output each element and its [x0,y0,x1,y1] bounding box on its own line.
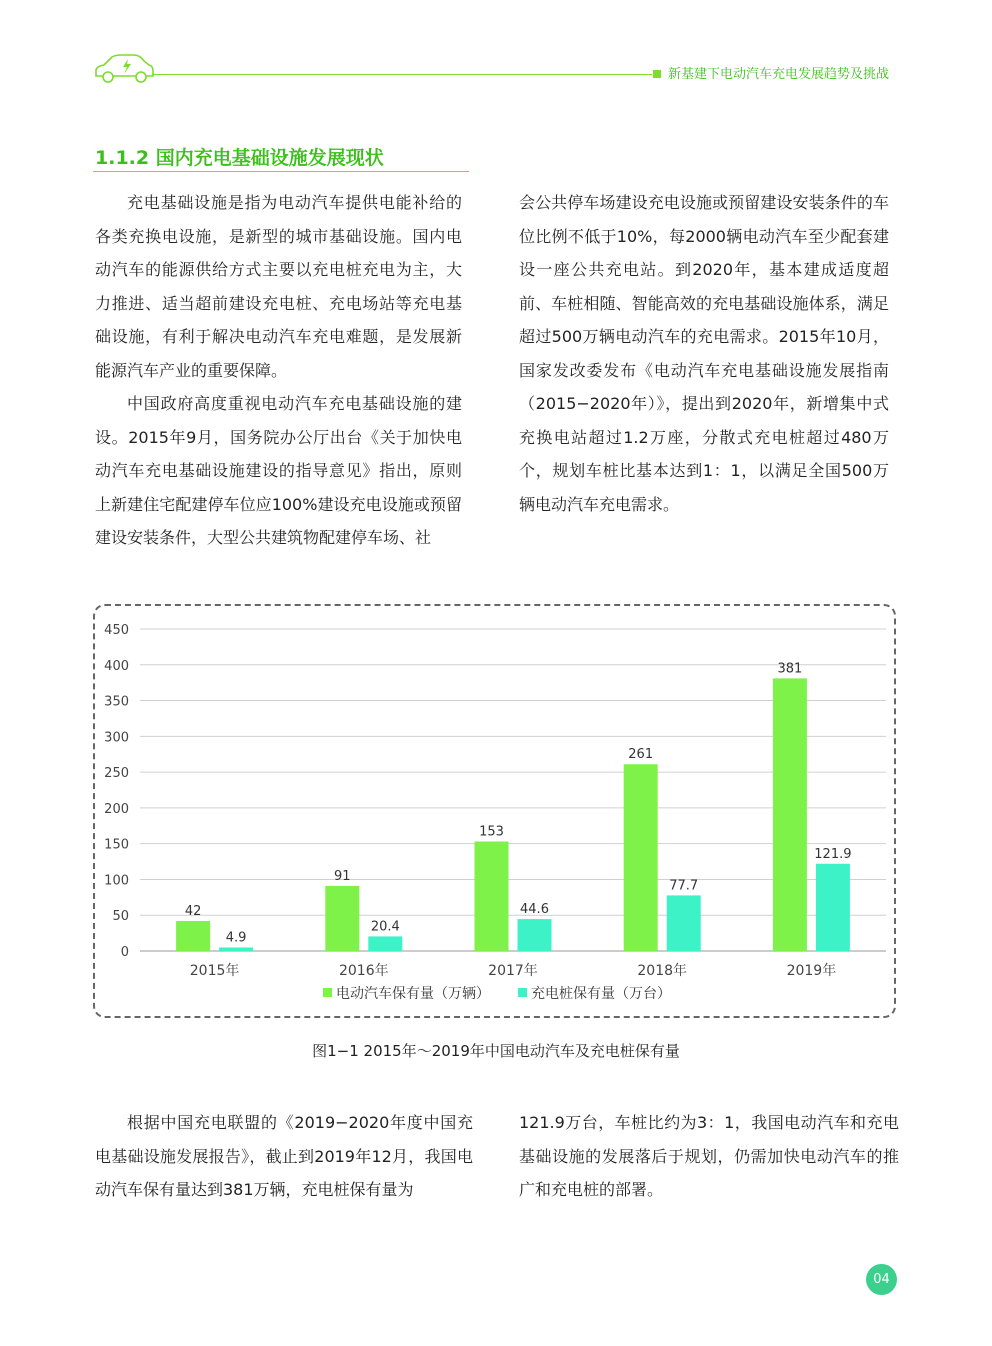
x-tick-label: 2017年 [488,963,538,979]
body-left-column-bottom [95,1106,473,1207]
y-tick-label: 350 [104,694,129,710]
bar [325,886,359,951]
car-charging-icon [92,52,156,86]
y-tick-label: 100 [104,873,129,889]
header-rule [152,74,652,75]
legend-entry: 电动汽车保有量（万辆） [336,986,490,1002]
data-label: 91 [334,868,351,884]
x-tick-label: 2018年 [637,963,688,979]
paragraph: 中国政府高度重视电动汽车充电基础设施的建设。2015年9月，国务院办公厅出台《关于加快电动汽车充电基础设施建设的指导意见》指出，原则上新建住宅配建停车位应100%建设充电设施或预留建设安装条件，大型公共建筑物配建停车场、社 [95,394,462,547]
header-marker [653,70,661,78]
y-tick-label: 400 [104,658,129,674]
bar [368,936,402,951]
paragraph: 121.9万台，车桩比约为3：1，我国电动汽车和充电基础设施的发展落后于规划，仍需加快电动汽车的推广和充电桩的部署。 [519,1113,899,1199]
data-label: 261 [628,747,654,763]
bar [219,947,253,951]
x-tick-label: 2016年 [338,963,389,979]
y-tick-label: 250 [104,766,129,782]
header-title: 新基建下电动汽车充电发展趋势及挑战 [668,67,890,82]
data-label: 381 [777,661,803,677]
data-label: 42 [184,903,202,919]
data-label: 20.4 [370,919,400,935]
section-underline [93,171,469,172]
bar-chart [93,604,896,1018]
data-label: 153 [479,824,504,840]
legend-swatch [323,988,332,997]
bar [773,678,807,951]
legend-swatch [518,988,527,997]
y-tick-label: 200 [104,801,129,817]
paragraph: 根据中国充电联盟的《2019−2020年度中国充电基础设施发展报告》，截止到2019年12月，我国电动汽车保有量达到381万辆，充电桩保有量为 [95,1113,473,1199]
bar [816,864,850,951]
body-left-column [95,186,462,555]
x-tick-label: 2019年 [786,963,837,979]
bar [176,921,210,951]
bar [624,764,658,951]
page-number: 04 [866,1264,897,1295]
data-label: 4.9 [225,930,247,946]
x-tick-label: 2015年 [189,963,240,979]
y-tick-label: 150 [104,837,129,853]
y-tick-label: 450 [104,623,129,638]
body-right-column [519,186,889,521]
y-tick-label: 50 [112,909,129,925]
figure-caption: 图1−1 2015年～2019年中国电动汽车及充电桩保有量 [312,1042,680,1060]
section-title: 1.1.2 国内充电基础设施发展现状 [95,147,384,169]
y-tick-label: 300 [104,730,129,746]
paragraph: 会公共停车场建设充电设施或预留建设安装条件的车位比例不低于10%，每2000辆电动汽车至少配套建设一座公共充电站。到2020年，基本建成适度超前、车桩相随、智能高效的充电基础设施体系，满足超过500万辆电动汽车的充电需求。2015年10月，国家发改委发布《电动汽车充电基础设施发展指南（2015−2020年）》，提出到2020年，新增集中式充换电站超过1.2万座，分散式充电桩超过480万个，规划车桩比基本达到1：1，以满足全国500万辆电动汽车充电需求。 [519,193,889,514]
data-label: 77.7 [669,878,699,894]
body-right-column-bottom [519,1106,899,1207]
y-tick-label: 0 [120,945,129,960]
bar [518,919,552,951]
bar [667,895,701,951]
legend-entry: 充电桩保有量（万台） [531,986,671,1002]
paragraph: 充电基础设施是指为电动汽车提供电能补给的各类充换电设施，是新型的城市基础设施。国内电动汽车的能源供给方式主要以充电桩充电为主，大力推进、适当超前建设充电桩、充电场站等充电基础设施，有利于解决电动汽车充电难题，是发展新能源汽车产业的重要保障。 [95,193,462,380]
data-label: 121.9 [814,846,852,862]
data-label: 44.6 [520,902,549,918]
bar [475,842,509,951]
